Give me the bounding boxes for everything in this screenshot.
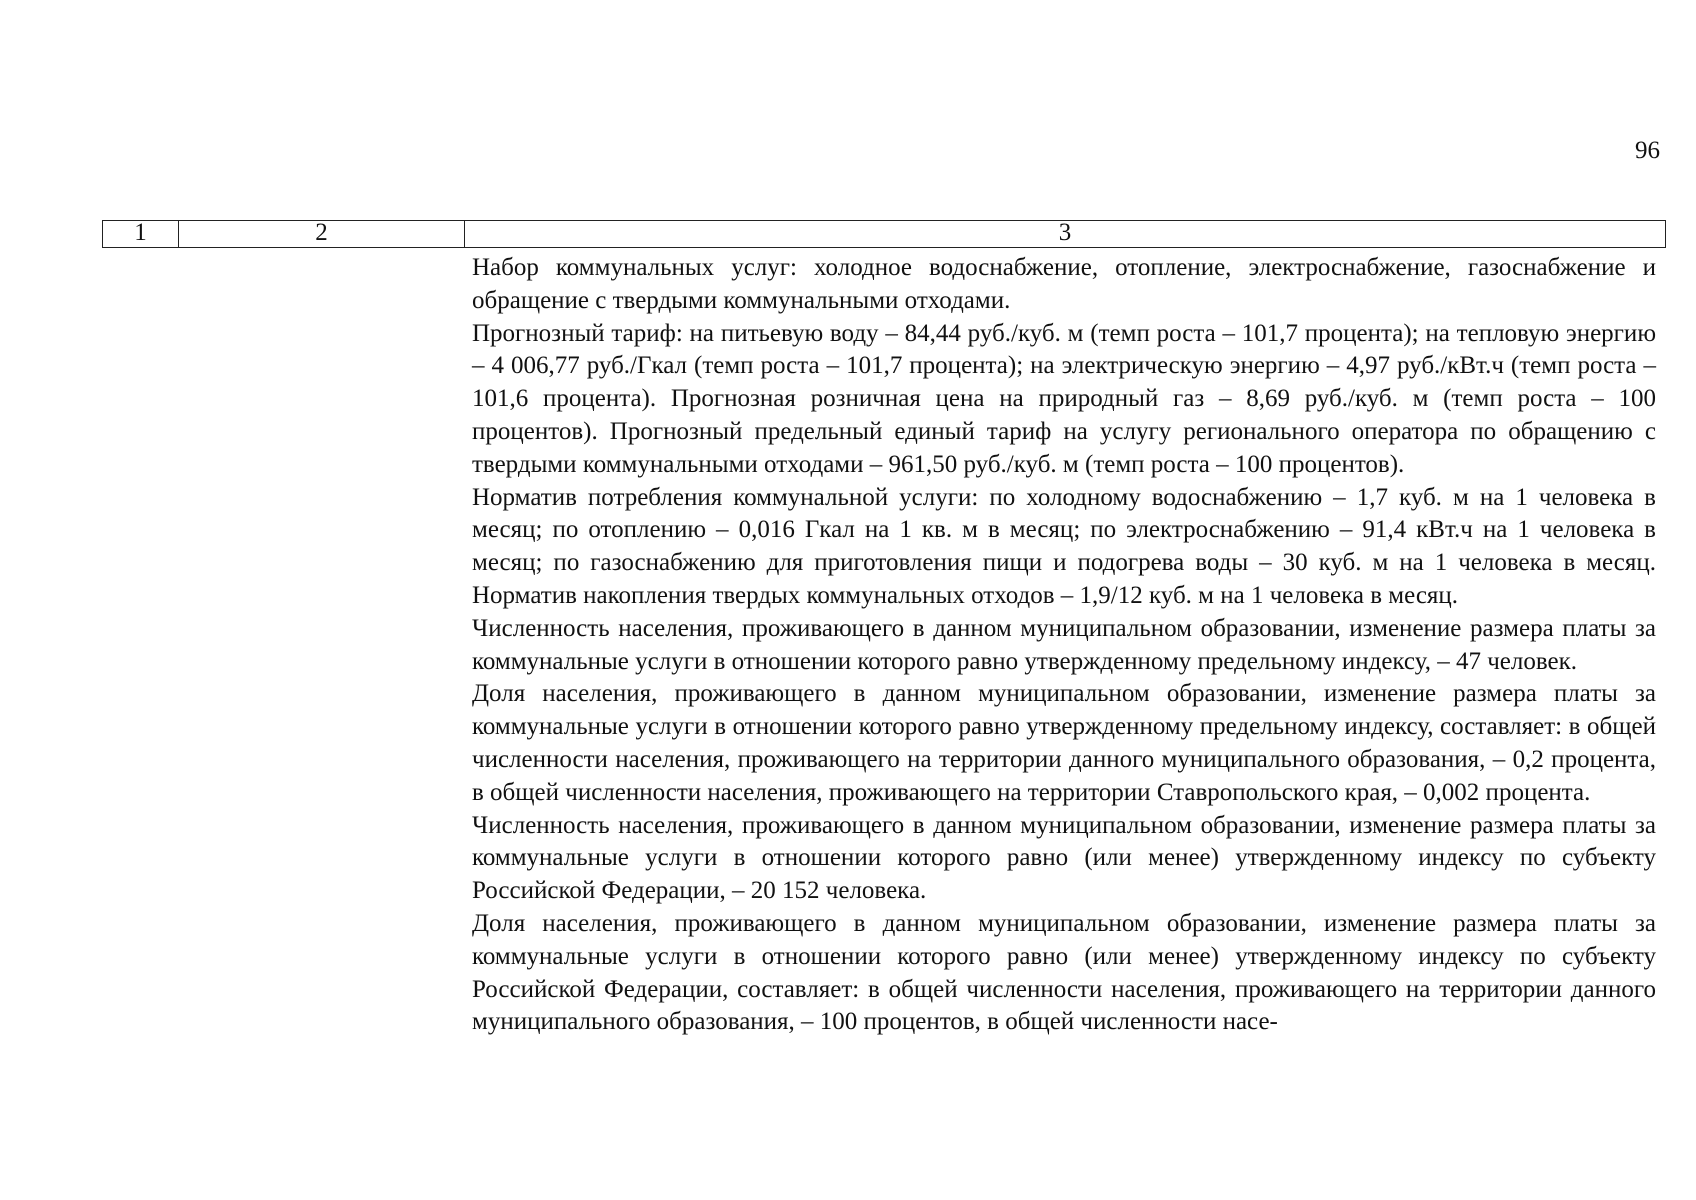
page-number: 96 xyxy=(1635,137,1660,164)
column-number-1: 1 xyxy=(103,221,179,247)
column-number-2: 2 xyxy=(179,221,465,247)
paragraph-population-at-limit: Численность населения, проживающего в данном муниципальном образовании, изменение размера платы за коммунальные услуги в отношении которого равно утвержденному предельному индексу, – 47 человек. xyxy=(472,614,1656,675)
paragraph-consumption-norm: Норматив потребления коммунальной услуги: по холодному водоснабжению – 1,7 куб. м на 1 человека в месяц; по отоплению – 0,016 Гкал на 1 кв. м в месяц; по электроснабжению – 91,4 кВт.ч на 1 человека в месяц; по газоснабжению для приготовления пищи и подогрева воды – 30 куб. м на 1 человека в месяц. Норматив накопления твердых коммунальных отходов – 1,9/12 куб. м на 1 человека в месяц. xyxy=(472,483,1656,609)
paragraph-population-at-or-below-index: Численность населения, проживающего в данном муниципальном образовании, изменение размера платы за коммунальные услуги в отношении которого равно (или менее) утвержденному индексу по субъекту Российской Федерации, – 20 152 человека. xyxy=(472,811,1656,905)
paragraph-share-at-limit: Доля населения, проживающего в данном муниципальном образовании, изменение размера платы за коммунальные услуги в отношении которого равно утвержденному предельному индексу, составляет: в общей численности населения, проживающего на территории данного муниципального образования, – 0,2 процента, в общей численности населения, проживающего на территории Ставропольского края, – 0,002 процента. xyxy=(472,680,1656,806)
column-number-3: 3 xyxy=(1058,221,1072,246)
table-header-row xyxy=(102,220,1666,248)
paragraph-forecast-tariff: Прогнозный тариф: на питьевую воду – 84,44 руб./куб. м (темп роста – 101,7 процента); на тепловую энергию – 4 006,77 руб./Гкал (темп роста – 101,7 процента); на электрическую энергию – 4,97 руб./кВт.ч (темп роста – 101,6 процента). Прогнозная розничная цена на природный газ – 8,69 руб./куб. м (темп роста – 100 процентов). Прогнозный предельный единый тариф на услугу регионального оператора по обращению с твердыми коммунальными отходами – 961,50 руб./куб. м (темп роста – 100 процентов). xyxy=(472,319,1656,478)
table-cell-content xyxy=(472,252,1656,1039)
paragraph-services-set: Набор коммунальных услуг: холодное водоснабжение, отопление, электроснабжение, газоснабжение и обращение с твердыми коммунальными отходами. xyxy=(472,254,1656,314)
paragraph-share-at-or-below-index: Доля населения, проживающего в данном муниципальном образовании, изменение размера платы за коммунальные услуги в отношении которого равно (или менее) утвержденному индексу по субъекту Российской Федерации, составляет: в общей численности населения, проживающего на территории данного муниципального образования, – 100 процентов, в общей численности насе- xyxy=(472,909,1656,1036)
